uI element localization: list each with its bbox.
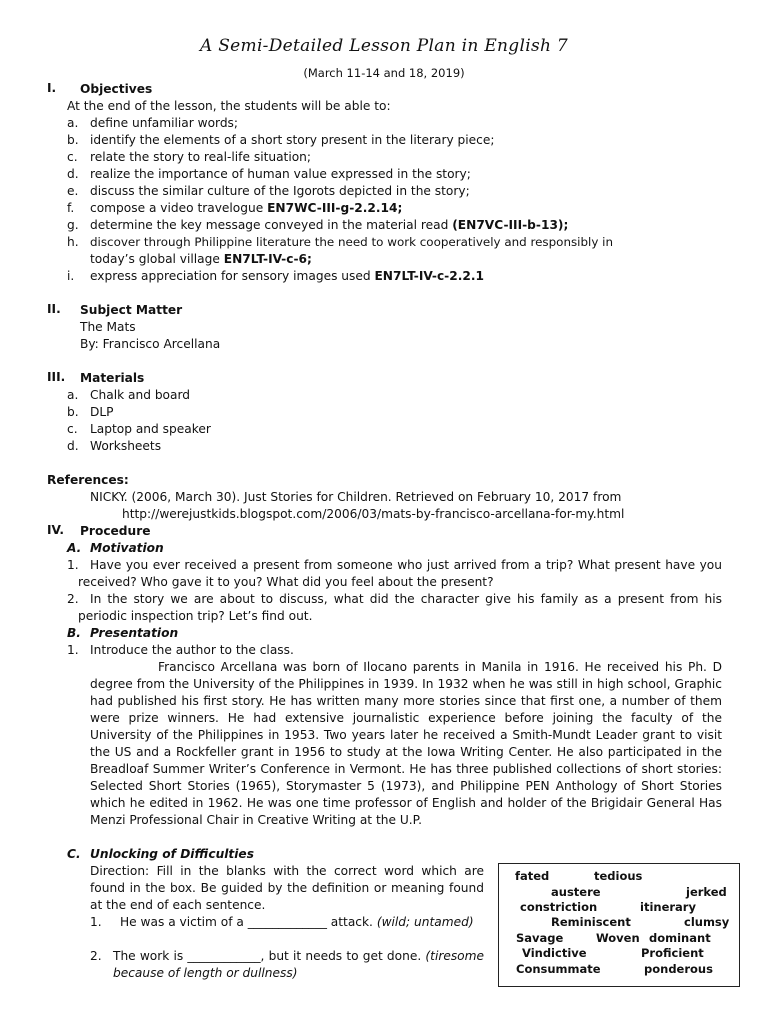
list-item: discuss the similar culture of the Igorots depicted in the story; [90, 184, 470, 198]
subsection-heading-presentation: Presentation [90, 626, 179, 640]
word-box-word: Woven [596, 931, 640, 945]
unlocking-direction: Direction: Fill in the blanks with the correct word which are found in the box. Be guided by the definition or meaning found at the end of each sentence. [90, 864, 484, 912]
list-item-letter: b. [67, 405, 79, 419]
list-item: define unfamiliar words; [90, 116, 239, 130]
presentation-step-1: Introduce the author to the class. [90, 643, 294, 657]
word-box-word: Consummate [516, 962, 601, 976]
list-item-continuation: today’s global village EN7LT-IV-c-6; [90, 252, 312, 266]
exercise-hint: (tiresome because of length or dullness) [113, 949, 485, 980]
exercise-item-1: He was a victim of a _____________ attack. (wild; untamed) [120, 915, 474, 929]
reference-link[interactable]: http://werejustkids.blogspot.com/2006/03/mats-by-francisco-arcellana-for-my.html [122, 507, 625, 521]
document-title: A Semi-Detailed Lesson Plan in English 7 [199, 36, 569, 56]
competency-code: EN7LT-IV-c-2.2.1 [374, 269, 484, 283]
motivation-question-number: 2. [67, 592, 79, 606]
section-number-procedure: IV. [47, 523, 65, 537]
reference-citation: NICKY. (2006, March 30). Just Stories for Children. Retrieved on February 10, 2017 from [90, 490, 622, 504]
section-heading-materials: Materials [80, 371, 145, 385]
story-title: The Mats [80, 320, 136, 334]
list-item-letter: d. [67, 439, 79, 453]
word-box-word: fated [515, 869, 550, 883]
word-box-word: Proficient [641, 946, 704, 960]
presentation-step-number: 1. [67, 643, 79, 657]
word-box-word: clumsy [684, 915, 730, 929]
list-item-letter: f. [67, 201, 75, 215]
list-item: Laptop and speaker [90, 422, 211, 436]
word-box-word: ponderous [644, 962, 713, 976]
subsection-letter-motivation: A. [67, 541, 82, 555]
list-item-letter: a. [67, 388, 79, 402]
exercise-hint: (wild; untamed) [376, 915, 474, 929]
subsection-heading-unlocking: Unlocking of Difficulties [90, 847, 254, 861]
author-biography: Francisco Arcellana was born of Ilocano parents in Manila in 1916. He received his Ph. D degree from the University of the Philippines in 1939. In 1932 when he was still in high school, Graphic had published his first story. He has written many more stories since that first one, a number of them were prize winners. He had extensive journalistic experience before joining the faculty of the University of the Philippines in 1953. Two years later he received a Smith-Mundt Leader grant to visit the US and a Rockfeller grant in 1956 to study at the Iowa Writing Center. He also participated in the Breadloaf Summer Writer’s Conference in Vermont. He has three published collections of short stories: Selected Short Stories (1965), Storymaster 5 (1973), and Philippine PEN Anthology of Short Stories which he edited in 1962. He was one time professor of English and holder of the Brigidair General Has Menzi Professional Chair in Creative Writing at the U.P. [90, 660, 722, 827]
list-item: express appreciation for sensory images used EN7LT-IV-c-2.2.1 [90, 269, 484, 283]
word-box-word: itinerary [640, 900, 696, 914]
list-item-letter: d. [67, 167, 79, 181]
exercise-item-number: 2. [90, 949, 102, 963]
objectives-intro: At the end of the lesson, the students will be able to: [67, 99, 391, 113]
word-box-word: Savage [516, 931, 564, 945]
list-item: DLP [90, 405, 114, 419]
section-number-materials: III. [47, 370, 66, 384]
list-item: relate the story to real-life situation; [90, 150, 311, 164]
competency-code: (EN7VC-III-b-13); [452, 218, 569, 232]
section-number-objectives: I. [47, 81, 57, 95]
list-item: determine the key message conveyed in the material read (EN7VC-III-b-13); [90, 218, 569, 232]
section-heading-subject-matter: Subject Matter [80, 303, 183, 317]
exercise-item-2: The work is ____________, but it needs to get done. (tiresome because of length or dullness) [113, 949, 485, 980]
list-item: identify the elements of a short story present in the literary piece; [90, 133, 495, 147]
document-date: (March 11-14 and 18, 2019) [303, 66, 465, 80]
list-item: Worksheets [90, 439, 162, 453]
section-number-subject-matter: II. [47, 302, 61, 316]
motivation-question-2: In the story we are about to discuss, what did the character give his family as a present from his periodic inspection trip? Let’s find out. [78, 592, 722, 623]
list-item: compose a video travelogue EN7WC-III-g-2.2.14; [90, 201, 403, 215]
subsection-heading-motivation: Motivation [90, 541, 164, 555]
exercise-item-number: 1. [90, 915, 102, 929]
motivation-question-1: Have you ever received a present from someone who just arrived from a trip? What present have you received? Who gave it to you? What did you feel about the present? [78, 558, 722, 589]
list-item-letter: a. [67, 116, 79, 130]
word-box-word: Reminiscent [551, 915, 631, 929]
competency-code: EN7LT-IV-c-6; [223, 252, 312, 266]
list-item-letter: b. [67, 133, 79, 147]
word-box-word: tedious [594, 869, 643, 883]
word-box-word: dominant [649, 931, 711, 945]
section-heading-procedure: Procedure [80, 524, 151, 538]
list-item-letter: g. [67, 218, 79, 232]
word-box [498, 863, 740, 987]
subsection-letter-unlocking: C. [67, 847, 81, 861]
list-item-letter: e. [67, 184, 79, 198]
subsection-letter-presentation: B. [67, 626, 81, 640]
motivation-question-number: 1. [67, 558, 79, 572]
word-box-word: jerked [686, 885, 727, 899]
word-box-word: austere [551, 885, 601, 899]
competency-code: EN7WC-III-g-2.2.14; [267, 201, 403, 215]
section-heading-objectives: Objectives [80, 82, 153, 96]
list-item: discover through Philippine literature the need to work cooperatively and responsibly in [90, 235, 613, 249]
word-box-word: constriction [520, 900, 598, 914]
list-item-letter: i. [67, 269, 75, 283]
list-item-letter: c. [67, 422, 78, 436]
list-item-letter: c. [67, 150, 78, 164]
references-heading: References: [47, 473, 129, 487]
list-item: realize the importance of human value expressed in the story; [90, 167, 471, 181]
list-item-letter: h. [67, 235, 79, 249]
story-author: By: Francisco Arcellana [80, 337, 221, 351]
word-box-word: Vindictive [522, 946, 587, 960]
list-item: Chalk and board [90, 388, 191, 402]
